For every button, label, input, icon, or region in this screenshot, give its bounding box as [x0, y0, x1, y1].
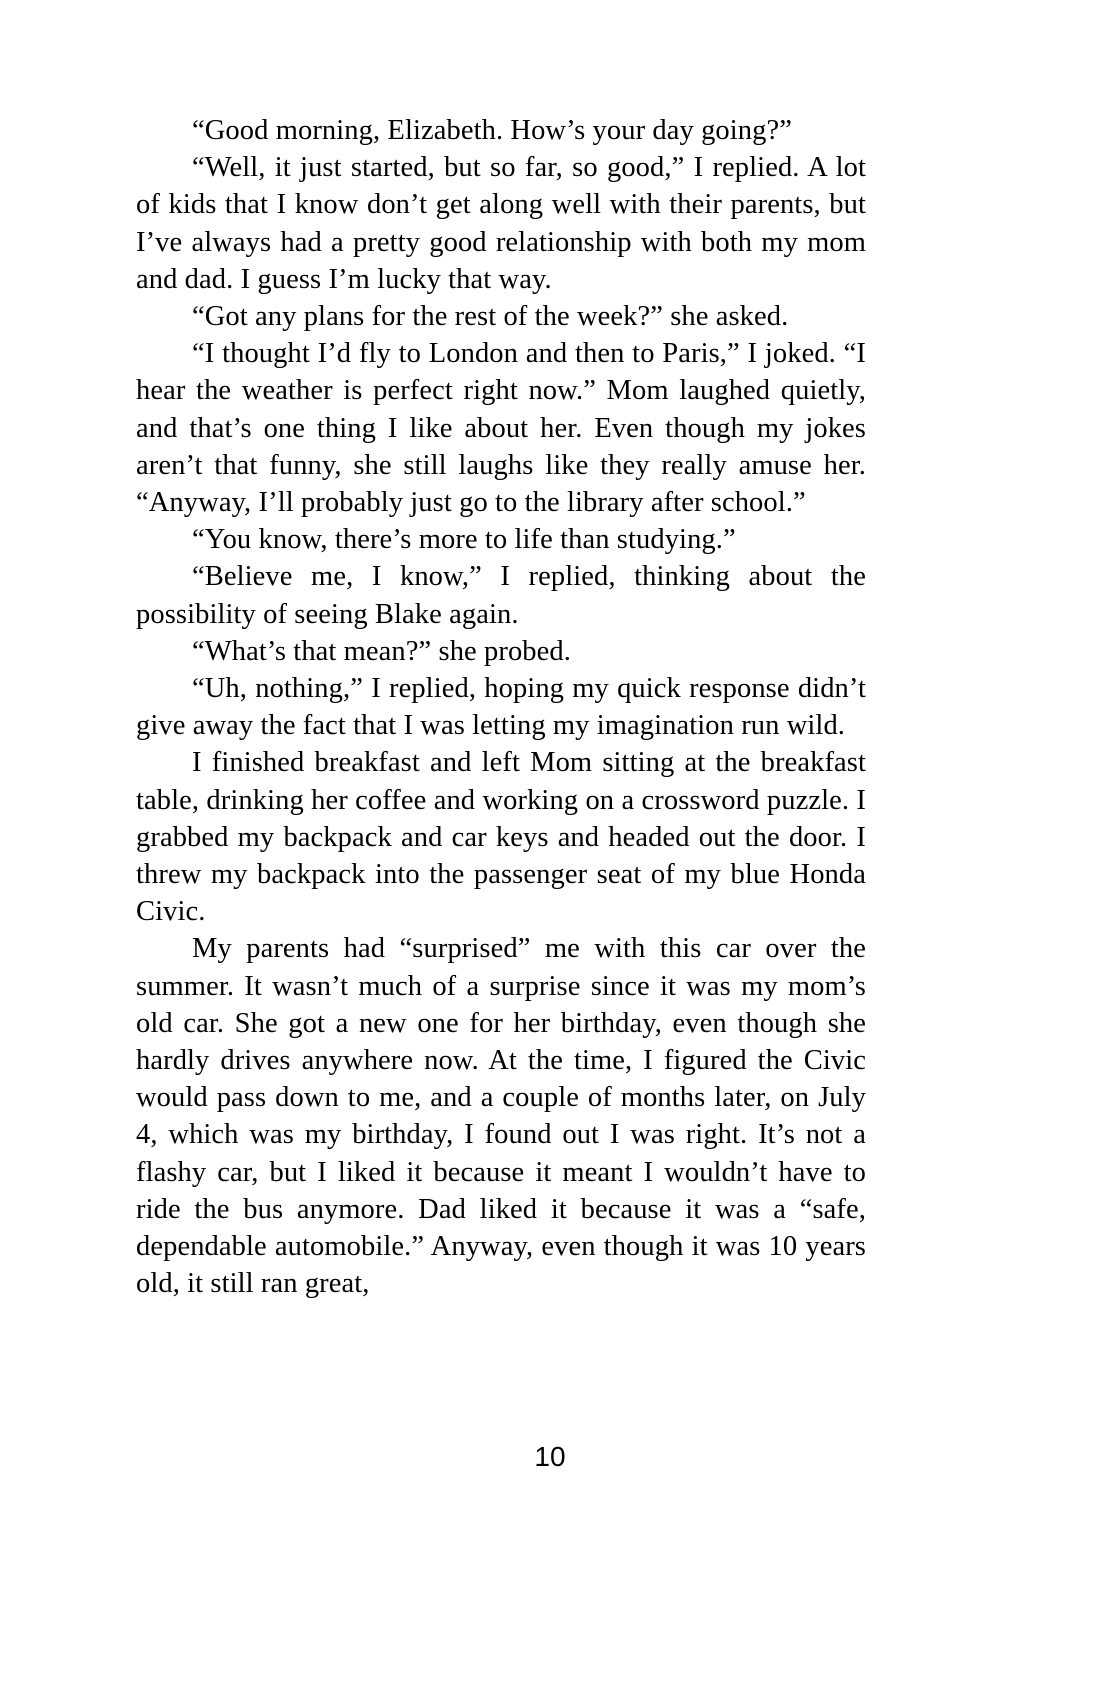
- paragraph: I finished breakfast and left Mom sitting at the breakfast table, drinking her coffee and working on a crossword puzzle. I grabbed my backpack and car keys and headed out the door. I threw my backpack into the passenger seat of my blue Honda Civic.: [136, 747, 866, 928]
- paragraph: “I thought I’d fly to London and then to Paris,” I joked. “I hear the weather is perfect right now.” Mom laughed quietly, and that’s one thing I like about her. Even though my jokes aren’t that funny, she still laughs like they really amuse her. “Anyway, I’ll probably just go to the library after school.”: [136, 338, 866, 519]
- paragraph: “You know, there’s more to life than studying.”: [192, 524, 736, 556]
- paragraph: “Good morning, Elizabeth. How’s your day going?”: [192, 115, 793, 146]
- paragraph: “Uh, nothing,” I replied, hoping my quick response didn’t give away the fact that I was letting my imagination run wild.: [136, 673, 866, 742]
- paragraph: “Got any plans for the rest of the week?” she asked.: [192, 301, 789, 333]
- body-text-column: [136, 112, 866, 1303]
- paragraph: “Well, it just started, but so far, so good,” I replied. A lot of kids that I know don’t get along well with their parents, but I’ve always had a pretty good relationship with both my mom and dad. I guess I’m lucky that way.: [136, 152, 866, 295]
- paragraph: My parents had “surprised” me with this car over the summer. It wasn’t much of a surprise since it was my mom’s old car. She got a new one for her birthday, even though she hardly drives anywhere now. At the time, I figured the Civic would pass down to me, and a couple of months later, on July 4, which was my birthday, I found out I was right. It’s not a flashy car, but I liked it because it meant I wouldn’t have to ride the bus anymore. Dad liked it because it was a “safe, dependable automobile.” Anyway, even though it was 10 years old, it still ran great,: [136, 933, 866, 1300]
- paragraph: “What’s that mean?” she probed.: [192, 635, 571, 667]
- paragraph: “Believe me, I know,” I replied, thinking about the possibility of seeing Blake again.: [136, 561, 866, 630]
- page-number: 10: [534, 1441, 566, 1472]
